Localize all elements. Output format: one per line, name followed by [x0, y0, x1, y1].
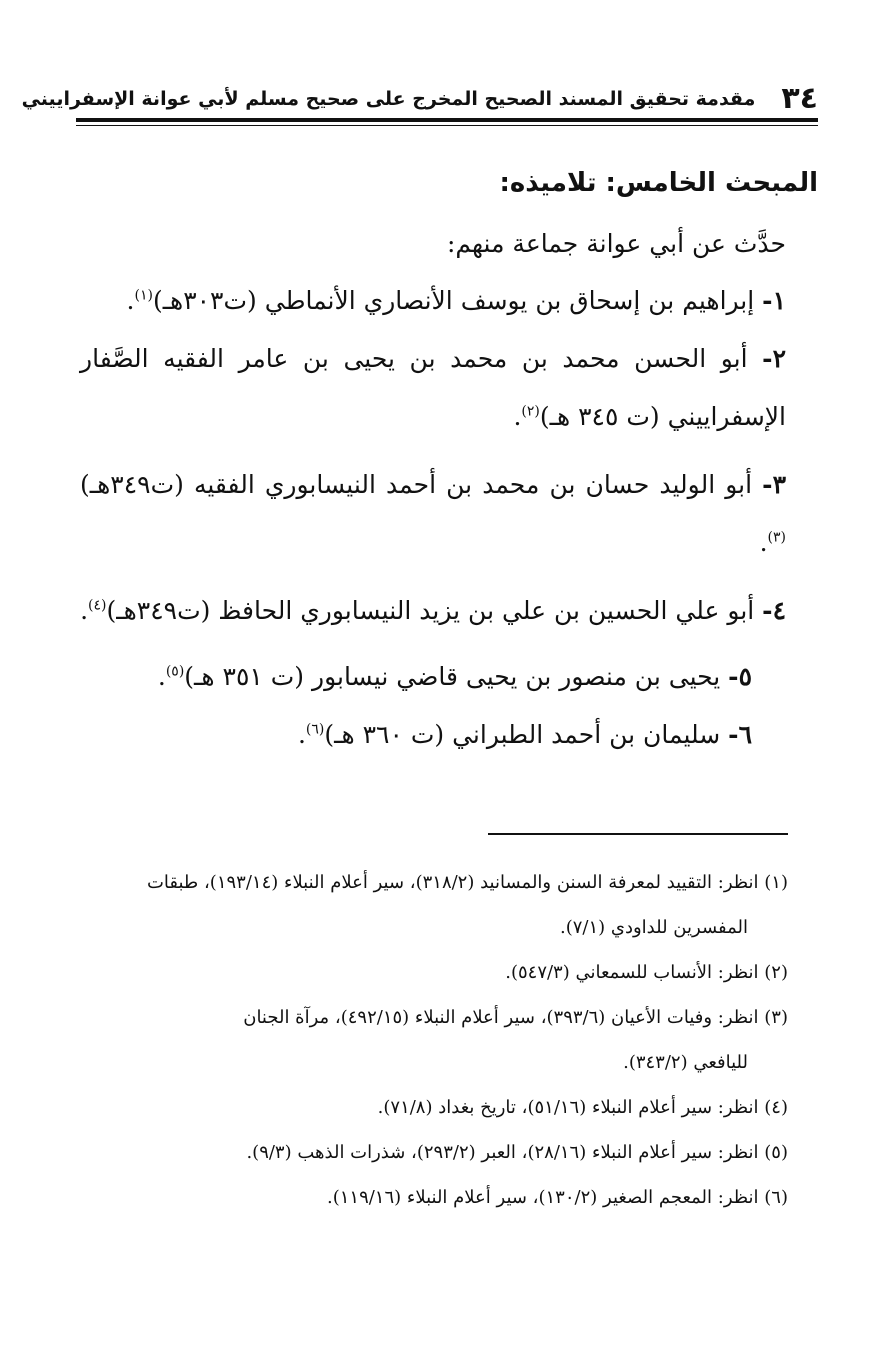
header-rule-thin	[76, 125, 818, 126]
section-heading: المبحث الخامس: تلاميذه:	[499, 168, 818, 198]
footnote-line: (٢) انظر: الأنساب للسمعاني (٥٤٧/٣).	[505, 962, 788, 983]
student-item	[80, 648, 752, 706]
footnote	[80, 995, 788, 1085]
item-number: ٦-	[728, 720, 752, 749]
footnote-line: (٥) انظر: سير أعلام النبلاء (٢٨/١٦)، العبر (٢٩٣/٢)، شذرات الذهب (٩/٣).	[246, 1142, 788, 1163]
page-header	[21, 70, 818, 120]
item-end: .	[297, 720, 306, 749]
intro-line: حدَّث عن أبي عوانة جماعة منهم:	[446, 229, 786, 258]
item-end: .	[80, 596, 89, 625]
item-end: .	[759, 528, 768, 557]
page-number: ٣٤	[781, 81, 818, 116]
student-item	[80, 706, 752, 764]
footnote	[80, 1175, 788, 1220]
student-item	[80, 272, 786, 330]
item-number: ٣-	[762, 470, 786, 499]
footnote	[80, 1085, 788, 1130]
footnote	[80, 860, 788, 950]
item-text: سليمان بن أحمد الطبراني (ت ٣٦٠ هـ)	[324, 720, 729, 749]
footnote-line: (١) انظر: التقييد لمعرفة السنن والمسانيد (٣١٨/٢)، سير أعلام النبلاء (١٩٣/١٤)، طبقات	[146, 872, 788, 893]
footnote-separator	[488, 833, 788, 835]
item-end: .	[157, 662, 166, 691]
footnote-ref: (٦)	[305, 721, 325, 738]
item-number: ٢-	[762, 344, 786, 373]
footnote-ref: (٥)	[165, 663, 185, 680]
footnote-line: (٦) انظر: المعجم الصغير (١٣٠/٢)، سير أعلام النبلاء (١١٩/١٦).	[326, 1187, 788, 1208]
footnote-line: (٤) انظر: سير أعلام النبلاء (٥١/١٦)، تاريخ بغداد (٧١/٨).	[377, 1097, 788, 1118]
item-text: أبو علي الحسين بن علي بن يزيد النيسابوري الحافظ (ت٣٤٩هـ)	[106, 596, 763, 625]
student-item	[80, 330, 786, 446]
footnote	[80, 1130, 788, 1175]
footnotes	[80, 860, 788, 1220]
item-number: ١-	[762, 286, 786, 315]
item-text: إبراهيم بن إسحاق بن يوسف الأنصاري الأنماطي (ت٣٠٣هـ)	[152, 286, 763, 315]
footnote-line: (٣) انظر: وفيات الأعيان (٣٩٣/٦)، سير أعلام النبلاء (٤٩٢/١٥)، مرآة الجنان	[243, 1007, 788, 1028]
student-item	[80, 456, 786, 572]
footnote-ref: (٢)	[521, 403, 540, 420]
item-end: .	[513, 402, 522, 431]
main-text	[80, 150, 818, 764]
footnote	[80, 950, 788, 995]
item-number: ٥-	[728, 662, 752, 691]
header-rule-thick	[76, 118, 818, 122]
footnote-continuation: المفسرين للداودي (٧/١).	[559, 917, 748, 938]
footnote-continuation: لليافعي (٣٤٣/٢).	[623, 1052, 748, 1073]
footnote-ref: (٣)	[767, 529, 786, 546]
footnote-ref: (٤)	[88, 597, 107, 614]
item-text: يحيى بن منصور بن يحيى قاضي نيسابور (ت ٣٥١ هـ)	[184, 662, 729, 691]
item-text: أبو الوليد حسان بن محمد بن أحمد النيسابوري الفقيه (ت٣٤٩هـ)	[80, 470, 763, 499]
student-item	[80, 582, 786, 640]
item-text: أبو الحسن محمد بن محمد بن يحيى بن عامر الفقيه الصَّفار الإسفراييني (ت ٣٤٥ هـ)	[80, 344, 786, 431]
item-number: ٤-	[762, 596, 786, 625]
footnote-ref: (١)	[134, 287, 153, 304]
item-end: .	[126, 286, 135, 315]
running-title: مقدمة تحقيق المسند الصحيح المخرج على صحيح مسلم لأبي عوانة الإسفراييني	[21, 88, 756, 110]
